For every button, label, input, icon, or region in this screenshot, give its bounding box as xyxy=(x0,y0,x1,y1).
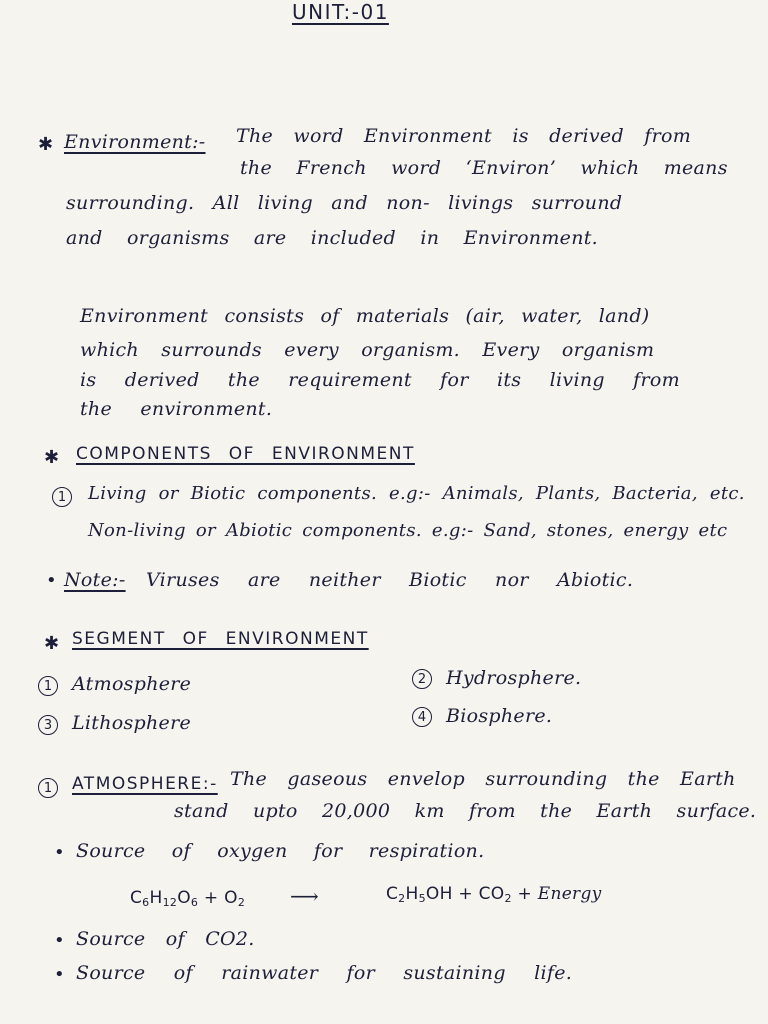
dot-bullet-icon: • xyxy=(46,570,57,591)
atmosphere-line-2: stand upto 20,000 km from the Earth surface. xyxy=(174,800,757,822)
biotic-line: Living or Biotic components. e.g:- Animals, Plants, Bacteria, etc. xyxy=(88,483,745,504)
environment-line-2: the French word ‘Environ’ which means xyxy=(240,157,728,179)
abiotic-line: Non-living or Abiotic components. e.g:- Sand, stones, energy etc xyxy=(88,520,728,541)
star-bullet-icon: ✱ xyxy=(44,447,60,468)
note-label: Note:- xyxy=(64,569,126,591)
atmosphere-line-1: The gaseous envelop surrounding the Earth xyxy=(230,768,736,790)
oxygen-bullet: Source of oxygen for respiration. xyxy=(76,840,485,862)
segment-item-hydrosphere: Hydrosphere. xyxy=(446,667,582,689)
environment-label: Environment:- xyxy=(64,131,206,153)
dot-bullet-icon: • xyxy=(54,930,65,951)
dot-bullet-icon: • xyxy=(54,842,65,863)
star-bullet-icon: ✱ xyxy=(38,134,54,155)
number-circle-icon: 4 xyxy=(412,707,432,727)
paragraph-line-3: is derived the requirement for its living from xyxy=(80,369,680,391)
paragraph-line-1: Environment consists of materials (air, water, land) xyxy=(80,305,650,327)
environment-line-1: The word Environment is derived from xyxy=(236,125,692,147)
environment-line-3: surrounding. All living and non- livings surround xyxy=(66,192,623,214)
segment-heading: SEGMENT OF ENVIRONMENT xyxy=(72,629,369,649)
number-circle-icon: 3 xyxy=(38,715,58,735)
number-circle-icon: 1 xyxy=(38,676,58,696)
co2-bullet: Source of CO2. xyxy=(76,928,255,950)
components-heading: COMPONENTS OF ENVIRONMENT xyxy=(76,444,415,464)
reaction-arrow-icon: ⟶ xyxy=(290,884,319,908)
number-circle-icon: 2 xyxy=(412,669,432,689)
environment-line-4: and organisms are included in Environment. xyxy=(66,227,599,249)
page-title: UNIT:-01 xyxy=(292,0,389,24)
paragraph-line-4: the environment. xyxy=(80,398,273,420)
paragraph-line-2: which surrounds every organism. Every organism xyxy=(80,339,655,361)
dot-bullet-icon: • xyxy=(54,964,65,985)
atmosphere-label: ATMOSPHERE:- xyxy=(72,774,218,794)
note-text: Viruses are neither Biotic nor Abiotic. xyxy=(146,569,634,591)
segment-item-atmosphere: Atmosphere xyxy=(72,673,192,695)
star-bullet-icon: ✱ xyxy=(44,633,60,654)
number-circle-icon: 1 xyxy=(52,487,72,507)
equation-right: $C_2H_5OH + CO_2$ + Energy xyxy=(386,884,602,905)
equation-left: $C_6H_{12}O_6 + O_2$ xyxy=(130,888,246,909)
segment-item-biosphere: Biosphere. xyxy=(446,705,553,727)
number-circle-icon: 1 xyxy=(38,778,58,798)
segment-item-lithosphere: Lithosphere xyxy=(72,712,192,734)
rainwater-bullet: Source of rainwater for sustaining life. xyxy=(76,962,573,984)
